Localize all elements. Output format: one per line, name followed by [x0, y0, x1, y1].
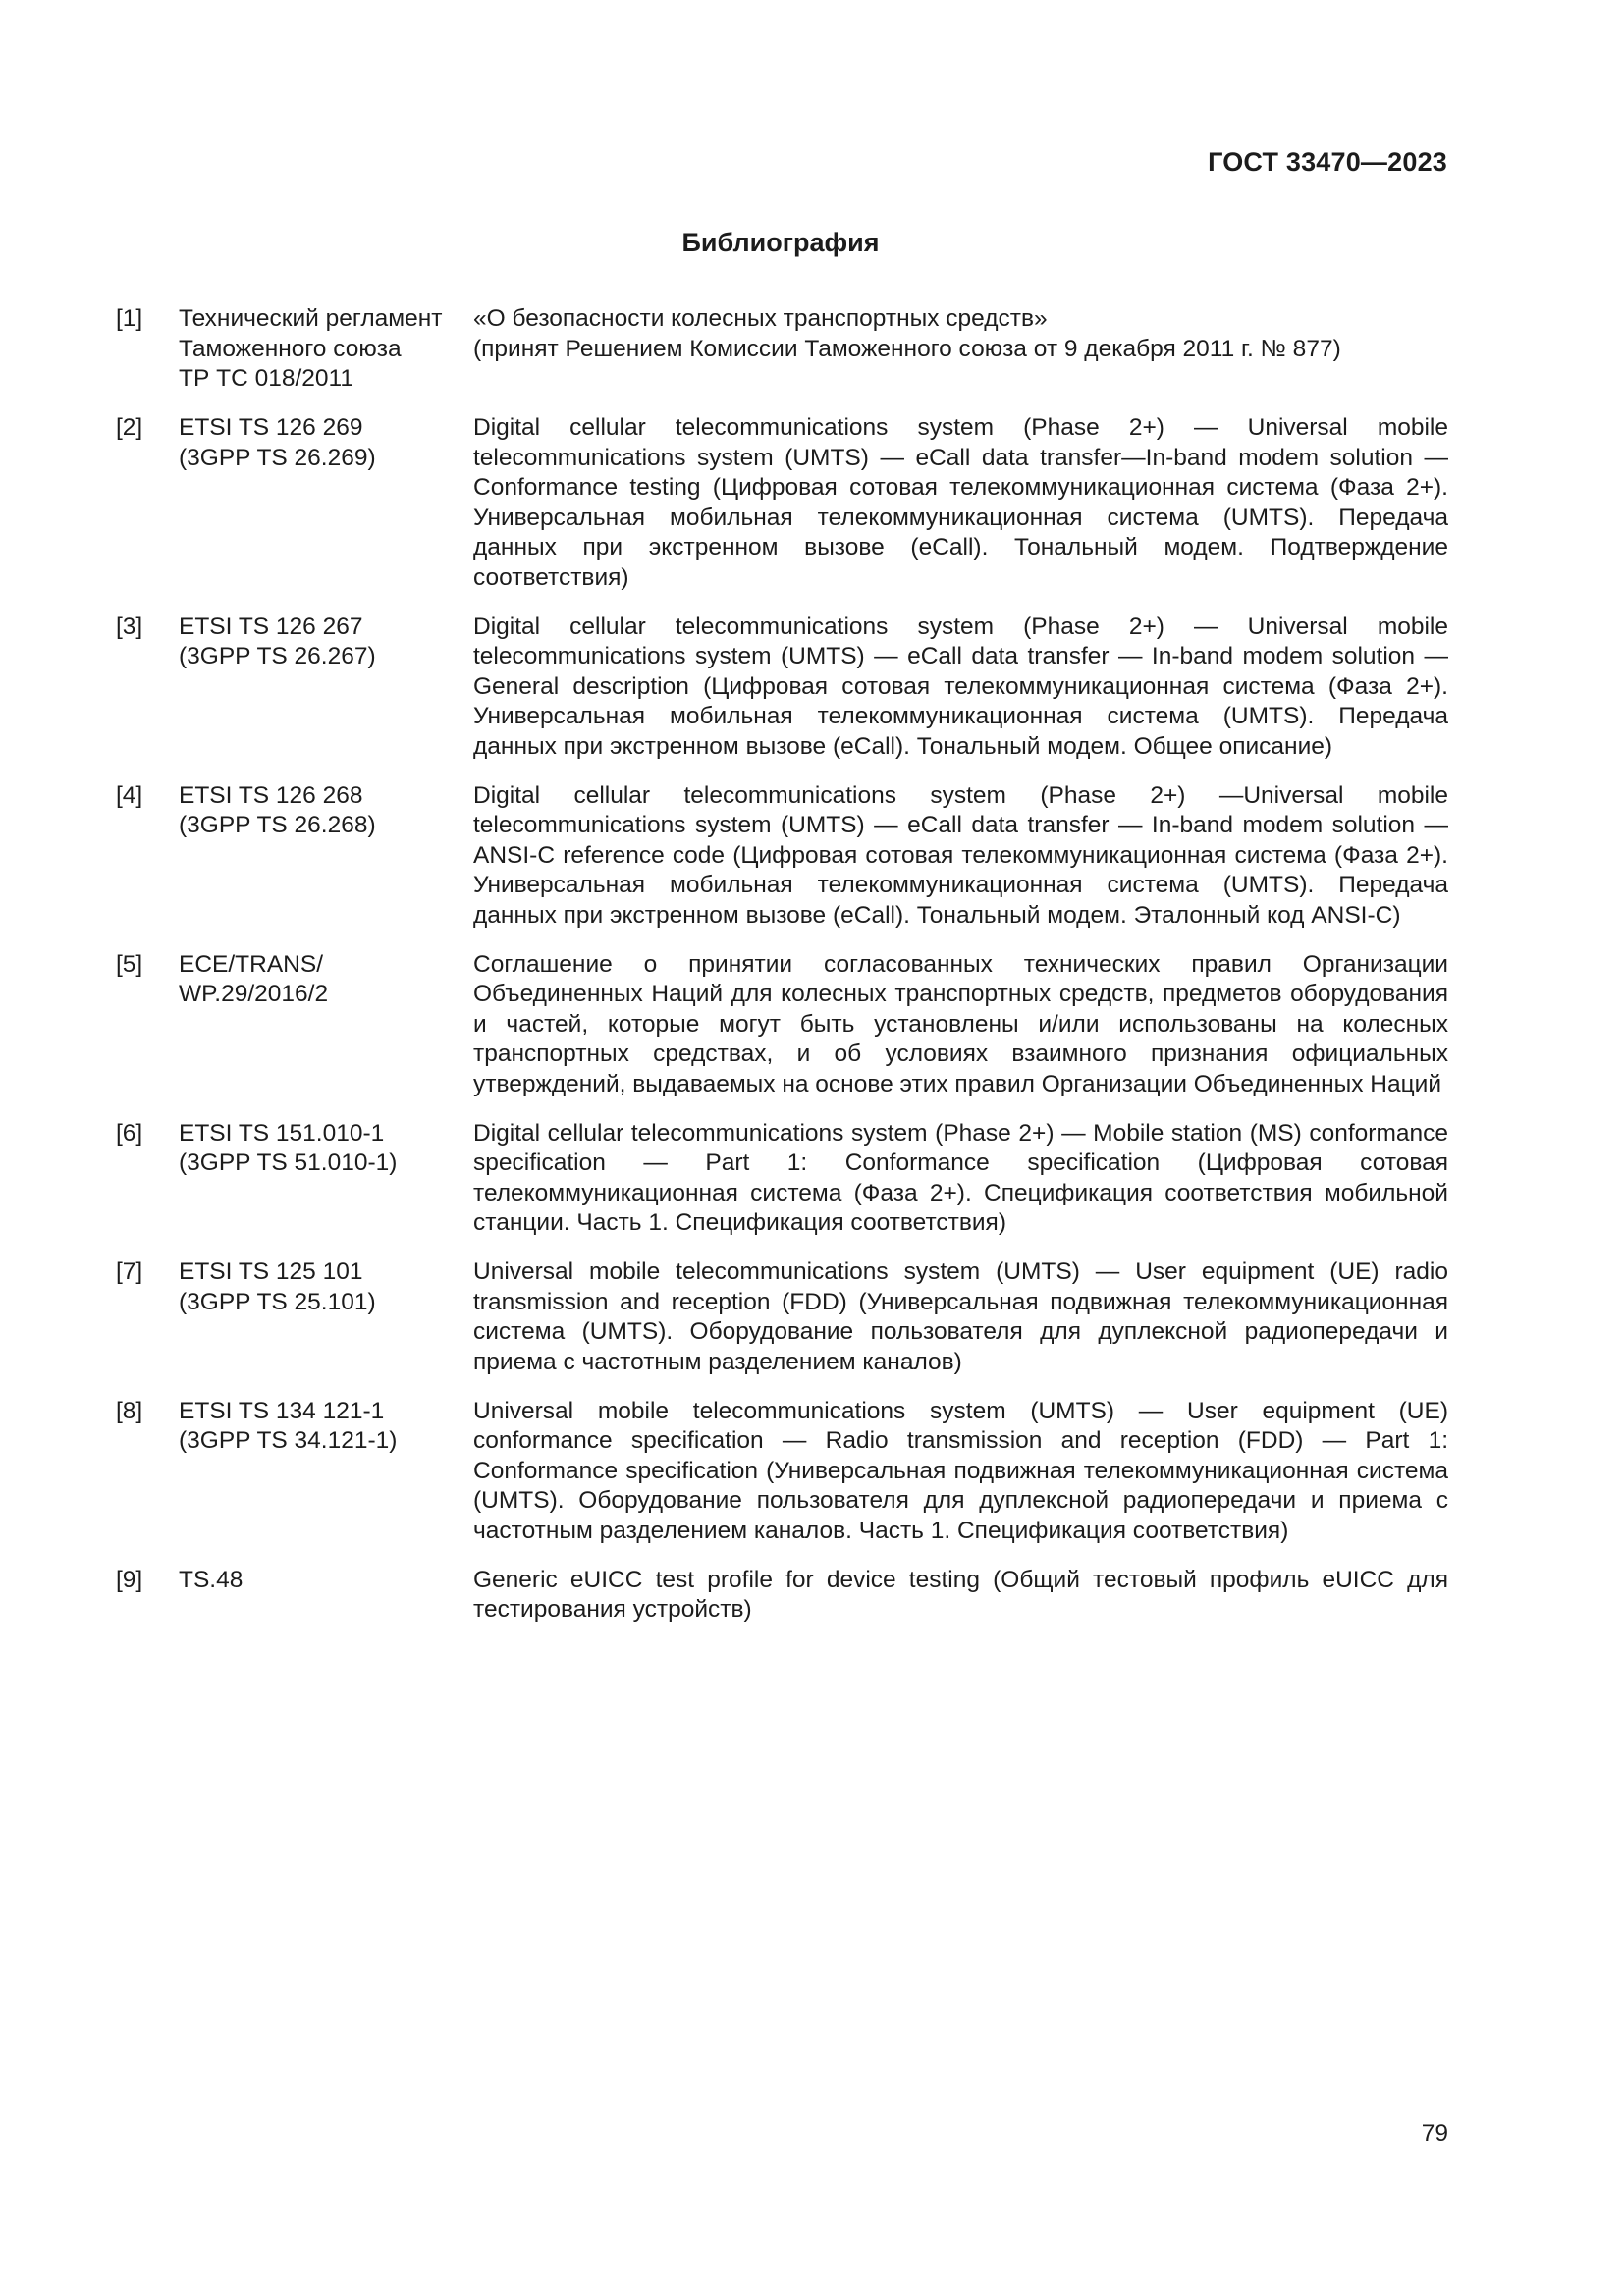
- entry-title: Digital cellular telecommunications system (Phase 2+) —Universal mobile telecommunications system (UMTS) — eCall data transfer — In-band modem solution — ANSI-C reference code (Цифровая сотовая телекоммуникационная система (Фаза 2+). Универсальная мобильная телекоммуникационная система (UMTS). Передача данных при экстренном вызове (eCall). Тональный модем. Эталонный код ANSI-C): [473, 781, 1448, 929]
- entry-title: «О безопасности колесных транспортных средств» (принят Решением Комиссии Таможенного союза от 9 декабря 2011 г. № 877): [473, 305, 1341, 362]
- entry-designation: ETSI TS 126 267 (3GPP TS 26.267): [179, 613, 376, 669]
- entry-designation: ETSI TS 151.010-1 (3GPP TS 51.010-1): [179, 1119, 398, 1176]
- bibliography-entry: [116, 413, 1448, 593]
- entry-designation: ETSI TS 126 268 (3GPP TS 26.268): [179, 781, 376, 838]
- entry-number: [4]: [116, 781, 143, 809]
- entry-title: Соглашение о принятии согласованных технических правил Организации Объединенных Наций для колесных транспортных средств, предметов оборудования и частей, которые могут быть установлены и/или использованы на колесных транспортных средствах, и об условиях взаимного признания официальных утверждений, выдаваемых на основе этих правил Организации Объединенных Наций: [473, 950, 1448, 1097]
- bibliography-entry: [116, 1119, 1448, 1239]
- entry-designation: TS.48: [179, 1566, 244, 1593]
- entry-designation: Технический регламент Таможенного союза ТР ТС 018/2011: [179, 305, 443, 392]
- entry-designation: ECE/TRANS/ WP.29/2016/2: [179, 950, 329, 1007]
- bibliography-entry: [116, 613, 1448, 763]
- bibliography-entry: [116, 304, 1448, 395]
- entry-title: Digital cellular telecommunications system (Phase 2+) — Universal mobile telecommunications system (UMTS) — eCall data transfer — In-band modem solution — General description (Цифровая сотовая телекоммуникационная система (Фаза 2+). Универсальная мобильная телекоммуникационная система (UMTS). Передача данных при экстренном вызове (eCall). Тональный модем. Общее описание): [473, 613, 1448, 760]
- entry-number: [9]: [116, 1566, 143, 1593]
- entry-title: Digital cellular telecommunications system (Phase 2+) — Mobile station (MS) conformance specification — Part 1: Conformance specification (Цифровая сотовая телекоммуникационная система (Фаза 2+). Спецификация соответствия мобильной станции. Часть 1. Спецификация соответствия): [473, 1119, 1448, 1236]
- document-code: ГОСТ 33470—2023: [1208, 147, 1447, 177]
- section-title: Библиография: [681, 228, 880, 257]
- bibliography-entry: [116, 781, 1448, 932]
- entry-number: [3]: [116, 613, 143, 640]
- entry-designation: ETSI TS 125 101 (3GPP TS 25.101): [179, 1258, 376, 1315]
- entry-number: [5]: [116, 950, 143, 978]
- entry-number: [7]: [116, 1258, 143, 1285]
- entry-number: [1]: [116, 305, 143, 332]
- entry-number: [2]: [116, 414, 143, 441]
- bibliography-entry: [116, 950, 1448, 1100]
- entry-number: [8]: [116, 1397, 143, 1424]
- entry-designation: ETSI TS 126 269 (3GPP TS 26.269): [179, 414, 376, 471]
- bibliography-entry: [116, 1397, 1448, 1547]
- entry-number: [6]: [116, 1119, 143, 1147]
- page-number: 79: [1421, 2120, 1448, 2147]
- bibliography-entry: [116, 1566, 1448, 1626]
- bibliography-entry: [116, 1257, 1448, 1377]
- entry-title: Digital cellular telecommunications system (Phase 2+) — Universal mobile telecommunications system (UMTS) — eCall data transfer—In-band modem solution — Conformance testing (Цифровая сотовая телекоммуникационная система (Фаза 2+). Универсальная мобильная телекоммуникационная система (UMTS). Передача данных при экстренном вызове (eCall). Тональный модем. Подтверждение соответствия): [473, 414, 1448, 591]
- entry-title: Universal mobile telecommunications system (UMTS) — User equipment (UE) radio transmission and reception (FDD) (Универсальная подвижная телекоммуникационная система (UMTS). Оборудование пользователя для дуплексной радиопередачи и приема с частотным разделением каналов): [473, 1258, 1448, 1375]
- entry-title: Generic eUICC test profile for device testing (Общий тестовый профиль eUICC для тестирования устройств): [473, 1566, 1448, 1623]
- entry-designation: ETSI TS 134 121-1 (3GPP TS 34.121-1): [179, 1397, 398, 1454]
- bibliography-list: [116, 304, 1448, 1644]
- entry-title: Universal mobile telecommunications system (UMTS) — User equipment (UE) conformance specification — Radio transmission and reception (FDD) — Part 1: Conformance specification (Универсальная подвижная телекоммуникационная система (UMTS). Оборудование пользователя для дуплексной радиопередачи и приема с частотным разделением каналов. Часть 1. Спецификация соответствия): [473, 1397, 1448, 1544]
